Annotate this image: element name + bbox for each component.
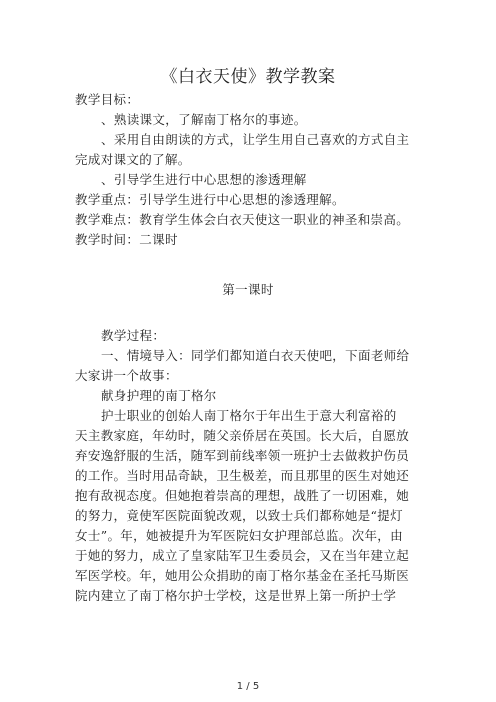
objectives-label: 教学目标：: [75, 92, 140, 107]
paragraph-line: 军医学校。年，她用公众捐助的南丁格尔基金在圣托马斯医: [75, 568, 410, 583]
paragraph-line: 院内建立了南丁格尔护士学校，这是世界上第一所护士学: [75, 588, 397, 603]
paragraph-line: 女士”。年，她被提升为军医院妇女护理部总监。次年，由: [75, 528, 403, 543]
objective-item-continued: 完成对课文的了解。: [75, 152, 191, 167]
paragraph-line: 的工作。当时用品奇缺，卫生极差，而且那里的医生对她还: [75, 468, 410, 483]
difficult-point: 教学难点：教育学生体会白衣天使这一职业的神圣和崇高。: [75, 212, 410, 227]
objective-item: 、熟读课文，了解南丁格尔的事迹。: [101, 112, 307, 127]
paragraph-line: 于她的努力，成立了皇家陆军卫生委员会，又在当年建立起: [75, 548, 410, 563]
paragraph-line: 弃安逸舒服的生活，随军到前线率领一班护士去做救护伤员: [75, 448, 410, 463]
paragraph-line: 抱有敌视态度。但她抱着崇高的理想，战胜了一切困难，她: [75, 488, 410, 503]
paragraph-line: 护士职业的创始人南丁格尔于年出生于意大利富裕的: [101, 408, 397, 423]
teaching-time: 教学时间：二课时: [75, 232, 178, 247]
key-point: 教学重点：引导学生进行中心思想的渗透理解。: [75, 192, 345, 207]
page-number: 1 / 5: [236, 681, 260, 692]
objective-item: 、引导学生进行中心思想的渗透理解: [101, 172, 307, 187]
paragraph-line: 一、情境导入：同学们都知道白衣天使吧，下面老师给: [101, 348, 410, 363]
story-heading: 献身护理的南丁格尔: [101, 388, 217, 403]
section-heading: 第一课时: [222, 282, 274, 297]
process-label: 教学过程：: [101, 328, 166, 343]
paragraph-line: 天主教家庭，年幼时，随父亲侨居在英国。长大后，自愿放: [75, 428, 410, 443]
objective-item: 、采用自由朗读的方式，让学生用自己喜欢的方式自主: [101, 132, 410, 147]
document-title: 《白衣天使》教学教案: [160, 67, 336, 87]
paragraph-line: 的努力，竟使军医院面貌改观，以致士兵们都称她是“提灯: [75, 508, 403, 523]
paragraph-line: 大家讲一个故事：: [75, 368, 178, 383]
